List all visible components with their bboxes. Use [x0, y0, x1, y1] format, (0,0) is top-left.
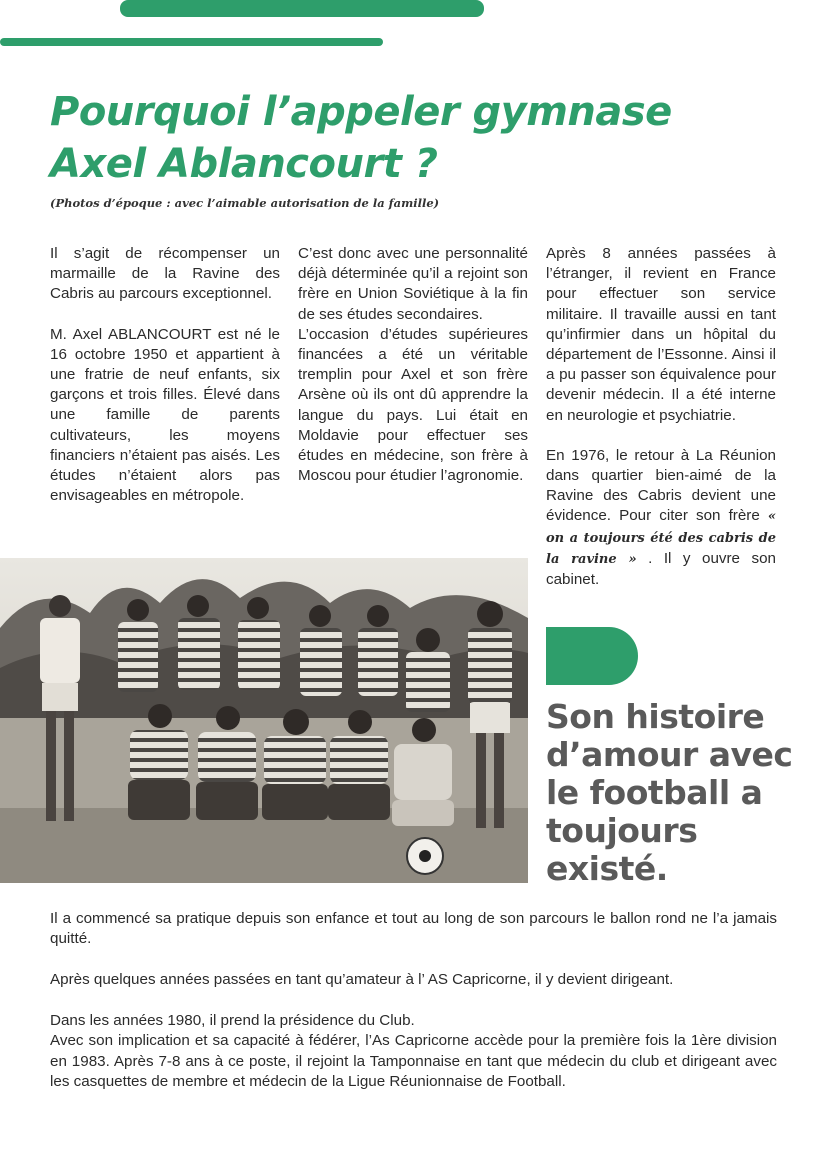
text-column-2	[298, 244, 528, 486]
decorative-green-tab	[546, 627, 638, 685]
paragraph-text: . Il y ouvre son cabinet.	[546, 549, 776, 589]
paragraph: Il s’agit de récompenser un marmaille de la Ravine des Cabris au parcours exceptionnel.	[50, 245, 280, 303]
paragraph: C’est donc avec une personnalité déjà déterminée qu’il a rejoint son frère en Union Soviétique à la fin de ses études secondaires.	[298, 245, 528, 323]
pull-quote: Son histoire d’amour avec le football a toujours existé.	[546, 697, 793, 888]
text-column-1	[50, 244, 280, 506]
brother-quote: « on a toujours été des cabris de la ravine »	[546, 509, 776, 567]
paragraph: Avec son implication et sa capacité à fédérer, l’As Capricorne accède pour la première fois la 1ère division en 1983. Après 7-8 ans à ce poste, il rejoint la Tamponnaise en tant que médecin du club et dirigeant avec les casquettes de membre et médecin de la Ligue Réunionnaise de Football.	[50, 1032, 777, 1091]
paragraph: L’occasion d’études supérieures financées a été un véritable tremplin pour Axel et son frère Arsène où ils ont dû apprendre la langue du pays. Lui était en Moldavie pour effectuer ses études en médecine, son frère à Moscou pour étudier l’agronomie.	[298, 325, 528, 485]
paragraph: Après quelques années passées en tant qu’amateur à l’ AS Capricorne, il y devient dirigeant.	[50, 971, 674, 989]
paragraph: Dans les années 1980, il prend la présidence du Club.	[50, 1012, 415, 1029]
paragraph: M. Axel ABLANCOURT est né le 16 octobre 1950 et appartient à une fratrie de neuf enfants, six garçons et trois filles. Élevé dans une famille de parents cultivateurs, les moyens financiers n’étaient pas aisés. Les études n’étaient alors pas envisageables en métropole.	[50, 325, 280, 505]
paragraph-text: En 1976, le retour à La Réunion dans quartier bien-aimé de la Ravine des Cabris devient une évidence. Pour citer son frère	[546, 446, 776, 525]
bottom-text-block	[50, 909, 777, 1093]
decorative-top-bar	[120, 0, 484, 17]
team-photo	[0, 558, 528, 883]
paragraph: Il a commencé sa pratique depuis son enfance et tout au long de son parcours le ballon rond ne l’a jamais quitté.	[50, 910, 777, 948]
page-title: Pourquoi l’appeler gymnase Axel Ablancourt ?	[50, 89, 672, 187]
photo-credit-caption: (Photos d’époque : avec l’aimable autorisation de la famille)	[50, 196, 440, 210]
decorative-underline-bar	[0, 38, 383, 46]
paragraph	[546, 446, 776, 590]
paragraph: Après 8 années passées à l’étranger, il revient en France pour effectuer son service militaire. Il travaille aussi en tant qu’infirmier dans un hôpital du département de l’Essonne. Ainsi il a pu passer son équivalence pour devenir médecin. Il a été interne en neurologie et psychiatrie.	[546, 245, 776, 424]
text-column-3	[546, 244, 776, 590]
